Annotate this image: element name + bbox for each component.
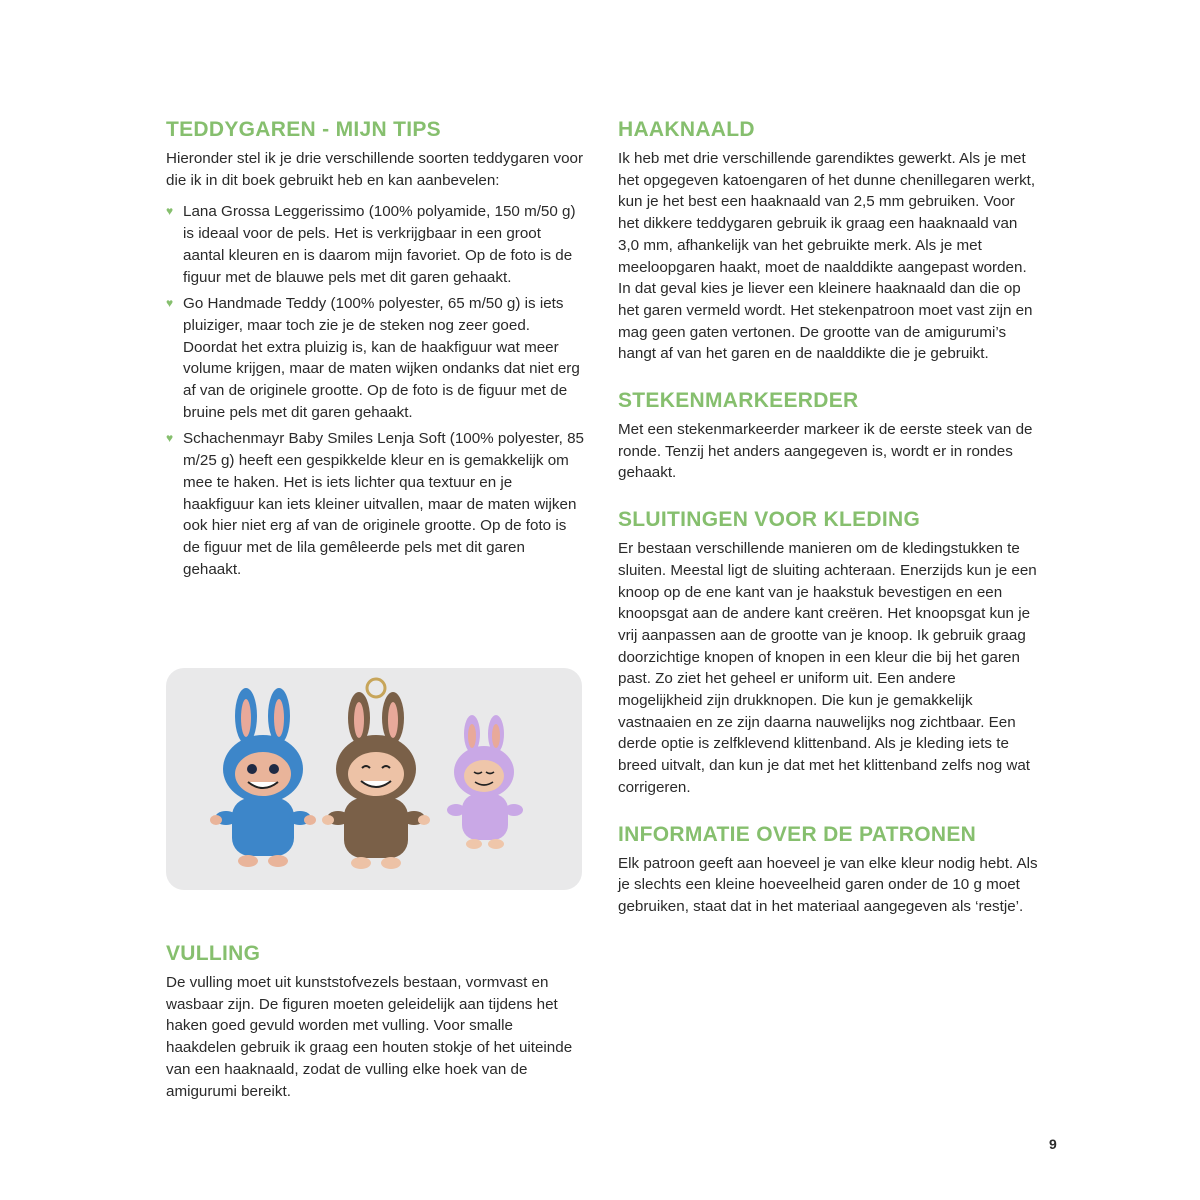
section-vulling [166,940,586,1102]
section-title: VULLING [166,942,261,965]
right-column [618,116,1038,940]
heart-bullet-icon: ♥ [166,431,174,446]
section-text: De vulling moet uit kunststofvezels bestaan, vormvast en wasbaar zijn. De figuren moeten geleidelijk aan tijdens het haken goed gevuld worden met vulling. Voor smalle haakdelen gebruik ik graag een houten stokje of het uiteinde van een haaknaald, zodat de vulling elke hoek van de amigurumi bereikt. [166,974,573,1100]
section-patronen [618,821,1038,918]
left-column-bottom [166,940,586,1124]
section-sluitingen [618,506,1038,798]
list-item [166,201,586,288]
list-item [166,428,586,580]
section-title: SLUITINGEN VOOR KLEDING [618,508,921,532]
left-column [166,116,586,602]
list-item-text: Schachenmayr Baby Smiles Lenja Soft (100% polyester, 85 m/25 g) heeft een gespikkelde kleur en is gemakkelijk om mee te haken. Het is iets lichter qua textuur en je haakfiguur kan iets kleiner uitvallen, maar de maten wijken ook hier niet erg af van de originele grootte. Op de foto is de figuur met de lila gemêleerde pels met dit garen gehaakt. [183,430,584,578]
heart-bullet-icon: ♥ [166,204,174,219]
page-number: 9 [1049,1136,1057,1152]
heart-bullet-icon: ♥ [166,296,174,311]
amigurumi-illustration [166,668,582,890]
lilac-bunny-figure [447,715,523,849]
section-text: Elk patroon geeft aan hoeveel je van elke kleur nodig hebt. Als je slechts een kleine hoeveelheid garen onder de 10 g moet gebruiken, staat dat in het materiaal aangegeven als ‘restje’. [618,854,1038,915]
section-title: STEKENMARKEERDER [618,389,859,413]
blue-bunny-figure [210,688,316,867]
section-haaknaald [618,116,1038,365]
brown-bunny-figure [322,679,430,869]
section-intro: Hieronder stel ik je drie verschillende soorten teddygaren voor die ik in dit boek gebruikt heb en kan aanbevelen: [166,150,584,189]
section-text: Er bestaan verschillende manieren om de kledingstukken te sluiten. Meestal ligt de sluiting achteraan. Enerzijds kun je een knoop op de ene kant van je haakstuk bevestigen en een knoopsgat aan de andere kant creëren. Het knoopsgat kun je vrij aanpassen aan de grootte van je knoop. Ik gebruik graag doorzichtige knopen of knopen in een kleur die bij het garen past. Zo ziet het geheel er uniform uit. Een andere mogelijkheid zijn drukknopen. Die kun je gemakkelijk vastnaaien en ze zijn daarna nauwelijks nog zichtbaar. Een derde optie is zelfklevend klittenband. Als je kleding iets te breed uitvalt, dan kun je dat met het klittenband zelfs nog wat corrigeren. [618,540,1037,796]
amigurumi-photo [166,668,582,890]
section-title: INFORMATIE OVER DE PATRONEN [618,822,977,846]
section-title: HAAKNAALD [618,118,755,141]
list-item [166,293,586,423]
section-stekenmarkeerder [618,387,1038,484]
list-item-text: Go Handmade Teddy (100% polyester, 65 m/50 g) is iets pluiziger, maar toch zie je de steken nog zeer goed. Doordat het extra pluizig is, kan de haakfiguur wat meer volume krijgen, maar de maten wijken ondanks dat niet erg af van de originele grootte. Op de foto is de figuur met de bruine pels met dit garen gehaakt. [183,295,580,421]
list-item-text: Lana Grossa Leggerissimo (100% polyamide, 150 m/50 g) is ideaal voor de pels. Het is verkrijgbaar in een groot aantal kleuren en is daarom mijn favoriet. Op de foto is de figuur met de blauwe pels met dit garen gehaakt. [183,203,576,286]
section-text: Ik heb met drie verschillende garendiktes gewerkt. Als je met het opgegeven katoengaren of het dunne chenillegaren werkt, kun je het best een haaknaald van 2,5 mm gebruiken. Voor het dikkere teddygaren gebruik ik graag een haaknaald van 3,0 mm, afhankelijk van het gebruikte merk. Als je met meeloopgaren haakt, moet de naalddikte aangepast worden. In dat geval kies je liever een kleinere haaknaald dan die op het garen vermeld wordt. Het stekenpatroon moet vast zijn en mag geen gaten vertonen. De grootte van de amigurumi’s hangt af van het garen en de naalddikte die je gebruikt. [618,150,1036,363]
section-text: Met een stekenmarkeerder markeer ik de eerste steek van de ronde. Tenzij het anders aangegeven is, wordt er in rondes gehaakt. [618,421,1033,482]
yarn-tips-list [166,201,586,580]
section-title: TEDDYGAREN - MIJN TIPS [166,118,441,141]
section-teddygaren [166,116,586,580]
